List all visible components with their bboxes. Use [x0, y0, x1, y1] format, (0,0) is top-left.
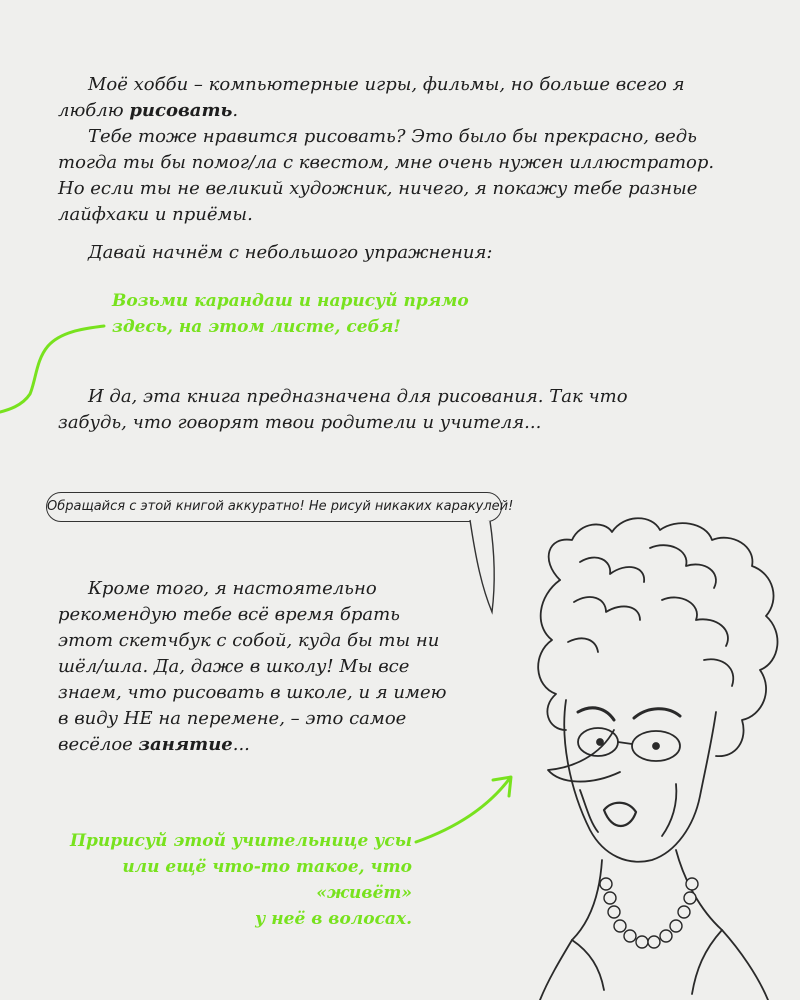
sketchbook-bold-end: занятие: [138, 734, 233, 755]
task2-line2: или ещё что-то такое, что «живёт»: [122, 857, 412, 903]
task1-line1: Возьми карандаш и нарисуй прямо: [112, 291, 469, 311]
intro-line-a: Моё хобби – компьютерные игры, фильмы, но больше всего я люблю: [58, 74, 685, 121]
teacher-speech-bubble: Обращайся с этой книгой аккуратно! Не рисуй никаких каракулей!: [46, 492, 502, 522]
pearl-necklace: [600, 878, 698, 948]
book-purpose: И да, эта книга предназначена для рисования. Так что забудь, что говорят твои родители и учителя...: [58, 386, 628, 433]
intro-paragraph: Моё хобби – компьютерные игры, фильмы, но больше всего я люблю рисовать. Тебе тоже нравится рисовать? Это было бы прекрасно, ведь тогда ты бы помог/ла с квестом, мне очень нужен иллюстратор. Но если ты не великий художник, ничего, я покажу тебе разные лайфхаки и приёмы.: [58, 72, 744, 228]
task2-line3: у неё в волосах.: [255, 909, 412, 929]
arrow-icon: [416, 777, 511, 842]
exercise-intro: Давай начнём с небольшого упражнения:: [88, 242, 493, 263]
curly-arrow-icon: [0, 326, 104, 412]
task1-line2: здесь, на этом листе, себя!: [112, 317, 401, 337]
sketchbook-paragraph: Кроме того, я настоятельно рекомендую тебе всё время брать этот скетчбук с собой, куда бы ты ни шёл/шла. Да, даже в школу! Мы все знаем, что рисовать в школе, и я имею в виду НЕ на перемене, – это самое весёлое занятие...: [58, 578, 447, 755]
task2-line1: Пририсуй этой учительнице усы: [69, 831, 412, 851]
teacher-illustration: [538, 518, 777, 1000]
sketchbook-text: Кроме того, я настоятельно рекомендую тебе всё время брать этот скетчбук с собой, куда бы ты ни шёл/шла. Да, даже в школу! Мы все знаем, что рисовать в школе, и я имею в виду НЕ на перемене, – это самое весёлое: [58, 578, 447, 755]
intro-bold-word: рисовать: [129, 100, 233, 121]
intro-line-b: Тебе тоже нравится рисовать? Это было бы прекрасно, ведь тогда ты бы помог/ла с квестом, мне очень нужен иллюстратор. Но если ты не великий художник, ничего, я покажу тебе разные лайфхаки и приёмы.: [58, 126, 715, 225]
bubble-tail: [470, 520, 494, 612]
